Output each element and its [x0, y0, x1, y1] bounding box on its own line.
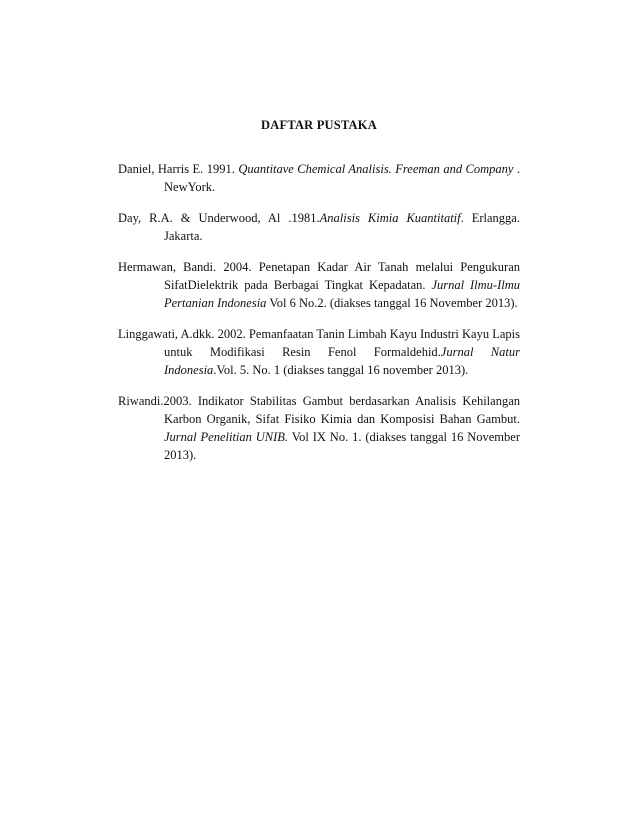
page-title: DAFTAR PUSTAKA [261, 118, 377, 132]
reference-text: Hermawan, Bandi. 2004. Penetapan Kadar Air Tanah melalui Pengukuran SifatDielektrik pada Berbagai Tingkat Kepadatan. [118, 260, 520, 292]
reference-item [118, 160, 520, 196]
reference-text: Linggawati, A.dkk. 2002. Pemanfaatan Tanin Limbah Kayu Industri Kayu Lapis untuk Modifikasi Resin Fenol Formaldehid. [118, 327, 520, 359]
reference-item [118, 258, 520, 312]
reference-text: .Vol. 5. No. 1 (diakses tanggal 16 november 2013). [213, 363, 469, 377]
reference-text: . Erlangga. Jakarta. [164, 211, 520, 243]
reference-list [118, 160, 520, 477]
reference-text: Vol IX No. 1. (diakses tanggal 16 November 2013). [164, 430, 520, 462]
reference-title-italic: Jurnal Natur Indonesia [164, 345, 520, 377]
reference-text: Day, R.A. & Underwood, Al .1981. [118, 211, 320, 225]
reference-text: Riwandi.2003. Indikator Stabilitas Gambut berdasarkan Analisis Kehilangan Karbon Organik, Sifat Fisiko Kimia dan Komposisi Bahan Gambut. [118, 394, 520, 426]
reference-item [118, 392, 520, 464]
reference-item [118, 325, 520, 379]
reference-text: Daniel, Harris E. 1991. [118, 162, 239, 176]
reference-title-italic: Jurnal Penelitian UNIB. [164, 430, 289, 444]
reference-title-italic: Quantitave Chemical Analisis. Freeman and Company [238, 162, 514, 176]
reference-title-italic: Analisis Kimia Kuantitatif [319, 211, 461, 225]
reference-text: Vol 6 No.2. (diakses tanggal 16 November 2013). [266, 296, 518, 310]
reference-title-italic: Jurnal Ilmu-Ilmu Pertanian Indonesia [164, 278, 521, 310]
reference-item [118, 209, 520, 245]
reference-text: . NewYork. [164, 162, 520, 194]
